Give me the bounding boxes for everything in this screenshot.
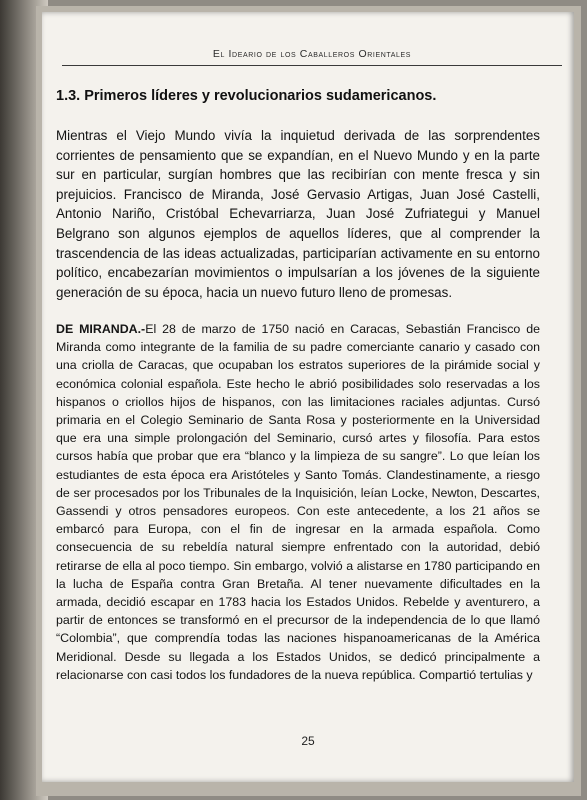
miranda-text: El 28 de marzo de 1750 nació en Caracas, Sebastián Francisco de Miranda como integrante de la familia de su padre comerciante canario y casado con una criolla de Caracas, que ocupaban los estratos superiores de la pirámide social y económica colonial española. Este hecho le abrió posibilidades solo reservadas a los hispanos o criollos hijos de hispanos, con las limitaciones raciales adjuntas. Cursó primaria en el Colegio Seminario de Santa Rosa y posteriormente en la Universidad que era una simple prolongación del Seminario, cursó artes y filosofía. Para estos cursos había que probar que era “blanco y la limpieza de su sangre”. Lo que leían los estudiantes de esta época era Aristóteles y Santo Tomás. Clandestinamente, a riesgo de ser procesados por los Tribunales de la Inquisición, leían Locke, Newton, Descartes, Gassendi y otros pensadores europeos. Con este antecedente, a los 21 años se embarcó para Europa, con el fin de ingresar en la armada española. Como consecuencia de su rebeldía natural siempre enfrentado con la autoridad, debió retirarse de ella al poco tiempo. Sin embargo, volvió a alistarse en 1780 participando en la lucha de España contra Gran Bretaña. Al tener nuevamente dificultades en la armada, decidió escapar en 1783 hacia los Estados Unidos. Rebelde y aventurero, a partir de entonces se transformó en el precursor de la independencia de lo que llamó “Colombia”, que comprendía todas las naciones hispanoamericanas de la América Meridional. Desde su llegada a los Estados Unidos, se dedicó principalmente a relacionarse con casi todos los fundadores de la nueva república. Compartió tertulias y [56,322,540,682]
miranda-lead: DE MIRANDA.- [56,322,146,336]
miranda-paragraph [56,320,540,684]
page-number: 25 [301,734,315,748]
header-rule [62,65,562,66]
intro-paragraph: Mientras el Viejo Mundo vivía la inquietud derivada de las sorprendentes corrientes de pensamiento que se expandían, en el Nuevo Mundo y en la parte sur en particular, surgían hombres que las recibirían con mente fresca y sin prejuicios. Francisco de Miranda, José Gervasio Artigas, Juan José Castelli, Antonio Nariño, Cristóbal Echevarriarza, Juan José Zufriategui y Manuel Belgrano son algunos ejemplos de aquellos líderes, que al comprender la trascendencia de las ideas actualizadas, participarían activamente en su entorno político, encabezarían movimientos o impulsarían a los jóvenes de la siguiente generación de su época, hacia un nuevo futuro lleno de promesas. [56,128,540,300]
section-title: 1.3. Primeros líderes y revolucionarios sudamericanos. [56,88,437,104]
book-page [42,12,574,782]
running-head: El Ideario de los Caballeros Orientales [212,48,412,60]
